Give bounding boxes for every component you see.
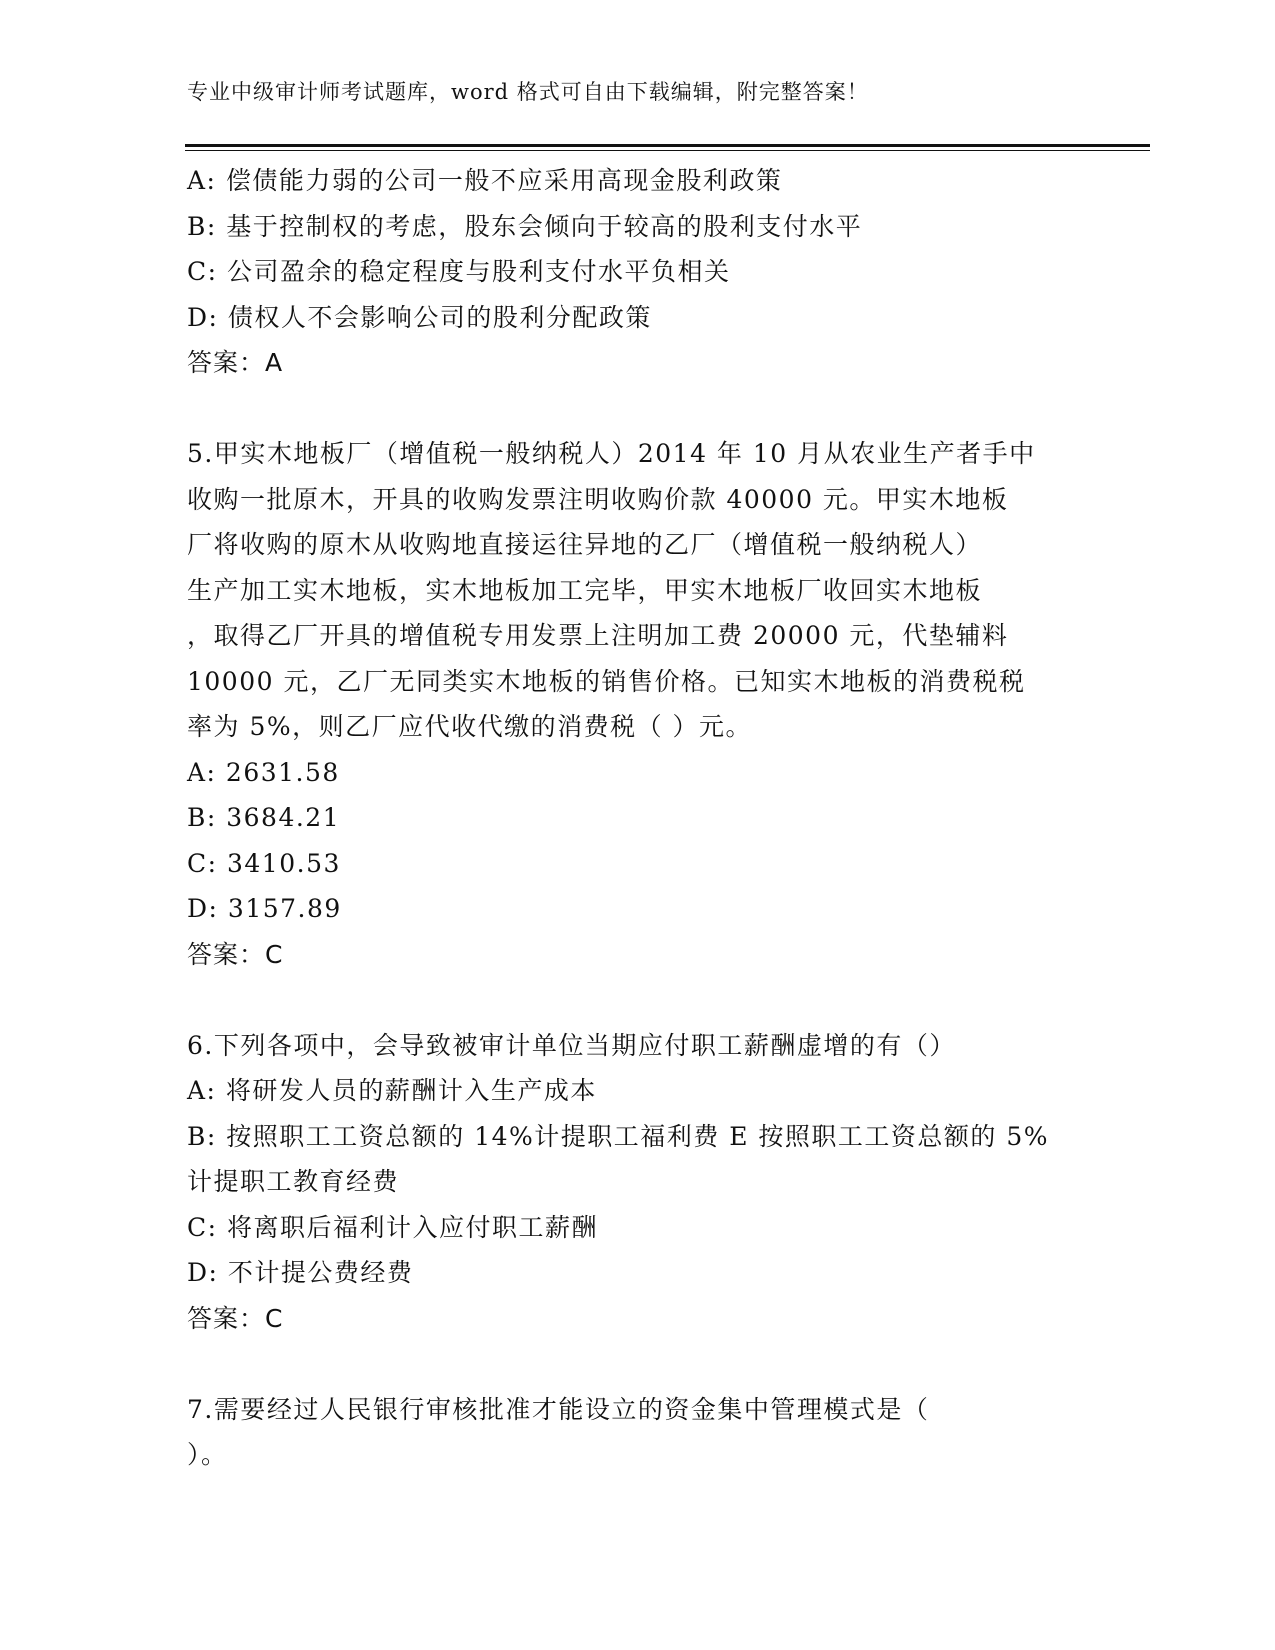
question-stem-line: 7.需要经过人民银行审核批准才能设立的资金集中管理模式是（ [187,1394,930,1424]
option-c: C: 将离职后福利计入应付职工薪酬 [187,1212,598,1242]
document-body [187,158,1087,1478]
answer: 答案：A [187,348,284,377]
option-a: A: 将研发人员的薪酬计入生产成本 [187,1076,597,1105]
question-4 [187,158,1087,386]
question-6 [187,1023,1087,1342]
question-stem-line: ）。 [187,1440,228,1469]
spacer [187,1341,1087,1387]
option-b: B: 基于控制权的考虑，股东会倾向于较高的股利支付水平 [187,211,863,241]
option-a: A: 2631.58 [187,757,340,787]
question-stem-line: 10000 元，乙厂无同类实木地板的销售价格。已知实木地板的消费税税 [187,666,1026,696]
page-header: 专业中级审计师考试题库，word 格式可自由下载编辑，附完整答案！ [187,80,869,104]
header-rule-thin [185,150,1150,151]
question-stem-line: 率为 5%，则乙厂应代收代缴的消费税（ ）元。 [187,712,753,741]
option-b-continued: 计提职工教育经费 [187,1167,400,1196]
option-d: D: 3157.89 [187,894,342,923]
option-c: C: 3410.53 [187,848,341,878]
spacer [187,977,1087,1023]
answer: 答案：C [187,939,284,969]
option-b: B: 按照职工工资总额的 14%计提职工福利费 E 按照职工工资总额的 5% [187,1121,1050,1151]
question-stem-line: 5.甲实木地板厂（增值税一般纳税人）2014 年 10 月从农业生产者手中 [187,439,1036,468]
option-d: D: 不计提公费经费 [187,1258,414,1287]
option-c: C: 公司盈余的稳定程度与股利支付水平负相关 [187,257,731,286]
question-5 [187,431,1087,977]
spacer [187,386,1087,432]
question-stem-line: 生产加工实木地板，实木地板加工完毕，甲实木地板厂收回实木地板 [187,575,983,605]
option-d: D: 债权人不会影响公司的股利分配政策 [187,302,652,332]
answer: 答案：C [187,1303,284,1333]
header-rule-thick [185,144,1150,147]
option-b: B: 3684.21 [187,803,341,832]
question-stem-line: 收购一批原木，开具的收购发票注明收购价款 40000 元。甲实木地板 [187,484,1009,514]
question-stem-line: 厂将收购的原木从收购地直接运往异地的乙厂（增值税一般纳税人） [187,530,983,559]
option-a: A: 偿债能力弱的公司一般不应采用高现金股利政策 [187,166,783,195]
question-stem-line: 6.下列各项中，会导致被审计单位当期应付职工薪酬虚增的有（） [187,1030,956,1060]
question-7 [187,1387,1087,1478]
question-stem-line: ，取得乙厂开具的增值税专用发票上注明加工费 20000 元，代垫辅料 [187,621,1009,650]
